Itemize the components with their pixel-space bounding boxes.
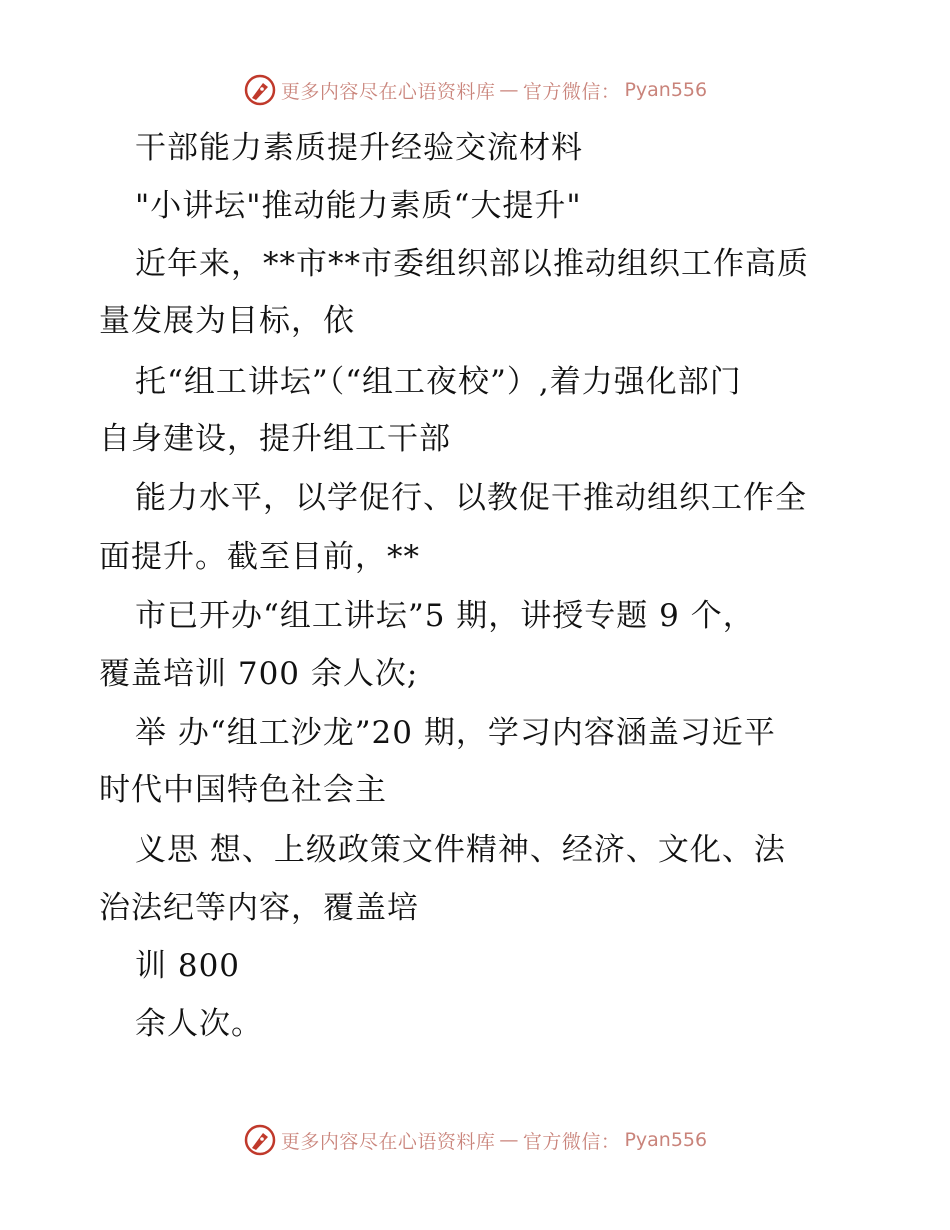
paragraph-line: 时代中国特色社会主 (99, 772, 387, 808)
paragraph-line: 自身建设，提升组工干部 (99, 421, 451, 457)
watermark-wechat-id: Pyan556 (624, 1129, 708, 1151)
watermark-separator: — (499, 79, 519, 101)
watermark-group (243, 73, 707, 107)
watermark-wechat-label: 官方微信： (522, 1130, 621, 1153)
document-subtitle: "小讲坛"推动能力素质“大提升" (135, 188, 582, 224)
pen-nib-logo-icon (243, 1123, 277, 1157)
paragraph-line: 覆盖培训 700 余人次; (99, 656, 419, 692)
paragraph-line: 面提升。截至目前，** (99, 539, 420, 575)
pen-nib-logo-icon (243, 73, 277, 107)
paragraph-line: 义思 想、上级政策文件精神、经济、文化、法 (135, 832, 786, 868)
header-watermark (0, 70, 950, 110)
paragraph-line: 训 800 (135, 948, 241, 984)
footer-watermark (0, 1120, 950, 1160)
paragraph-line: 量发展为目标，依 (99, 303, 355, 339)
paragraph-line: 治法纪等内容，覆盖培 (99, 890, 419, 926)
paragraph-line: 余人次。 (135, 1006, 263, 1042)
watermark-group (243, 1123, 707, 1157)
paragraph-line: 市已开办“组工讲坛”5 期，讲授专题 9 个， (135, 598, 755, 634)
paragraph-line: 能力水平，以学促行、以教促干推动组织工作全 (135, 480, 807, 516)
watermark-separator: — (499, 1129, 519, 1151)
document-title: 干部能力素质提升经验交流材料 (135, 130, 583, 166)
watermark-wechat-id: Pyan556 (624, 79, 708, 101)
watermark-main-text: 更多内容尽在心语资料库 (280, 1130, 496, 1153)
watermark-main-text: 更多内容尽在心语资料库 (280, 80, 496, 103)
paragraph-line: 近年来，**市**市委组织部以推动组织工作高质 (135, 246, 809, 282)
watermark-wechat-label: 官方微信： (522, 80, 621, 103)
paragraph-line: 托“组工讲坛”（“组工夜校”）,着力强化部门 (135, 364, 742, 400)
paragraph-line: 举 办“组工沙龙”20 期，学习内容涵盖习近平 (135, 715, 776, 751)
